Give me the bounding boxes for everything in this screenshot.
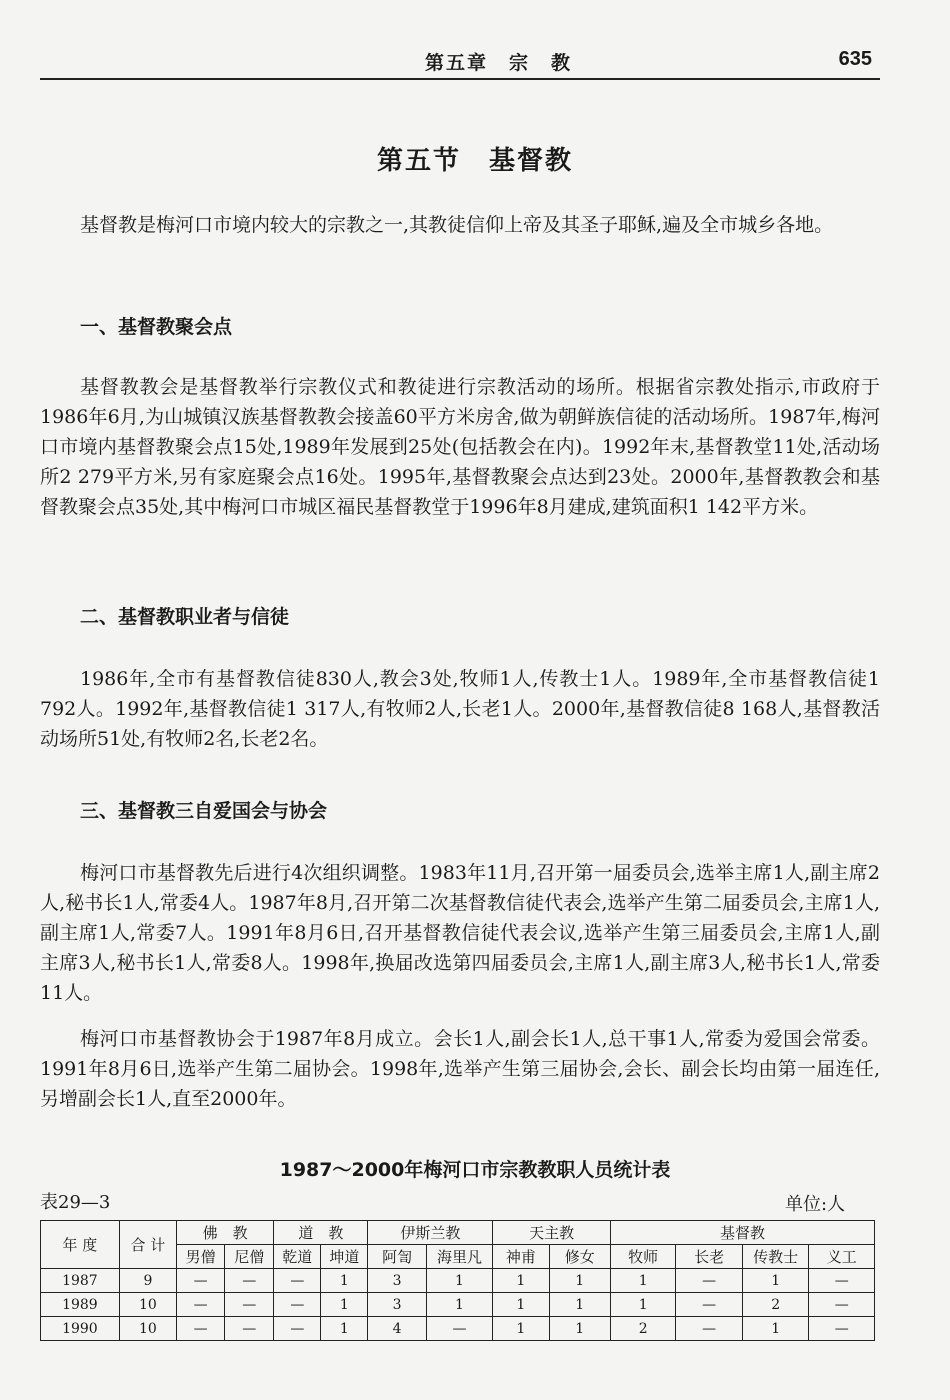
table-cell: — [274,1317,321,1341]
table-cell: 4 [368,1317,426,1341]
table-cell: — [177,1293,225,1317]
section-title: 第五节 基督教 [376,146,573,176]
section-2-paragraph: 1986年,全市有基督教信徒830人,教会3处,牧师1人,传教士1人。1989年,全市基督教信徒1 792人。1992年,基督教信徒1 317人,有牧师2人,长老1人。2000年,基督教信徒8 168人,基督教活动场所51处,有牧师2名,长老2名。 [40,668,880,750]
table-cell: 10 [119,1293,176,1317]
subheader-cell: 男僧 [177,1245,225,1269]
header-group-catholicism: 天主教 [493,1221,611,1245]
running-header [40,42,880,80]
subheader-cell: 传教士 [742,1245,809,1269]
table-cell: — [676,1269,743,1293]
header-total: 合 计 [119,1221,176,1269]
table-cell: 1 [742,1269,809,1293]
table-cell: — [177,1317,225,1341]
section-heading-3: 三、基督教三自爱国会与协会 [80,800,328,822]
table-cell: 1 [742,1317,809,1341]
table-cell: 1989 [41,1293,120,1317]
header-group-buddhism: 佛 教 [177,1221,274,1245]
table-header-row [41,1221,875,1245]
table-cell: 1 [610,1293,675,1317]
table-row [41,1317,875,1341]
table-cell: — [809,1293,875,1317]
section-3-paragraph-2: 梅河口市基督教协会于1987年8月成立。会长1人,副会长1人,总干事1人,常委为爱国会常委。1991年8月6日,选举产生第二届协会。1998年,选举产生第三届协会,会长、副会长均由第一届连任,另增副会长1人,直至2000年。 [40,1028,880,1110]
section-3-paragraph-1: 梅河口市基督教先后进行4次组织调整。1983年11月,召开第一届委员会,选举主席1人,副主席2人,秘书长1人,常委4人。1987年8月,召开第二次基督教信徒代表会,选举产生第二届委员会,主席1人,副主席1人,常委7人。1991年8月6日,召开基督教信徒代表会议,选举产生第三届委员会,主席1人,副主席3人,秘书长1人,常委8人。1998年,换届改选第四届委员会,主席1人,副主席3人,秘书长1人,常委11人。 [40,862,880,1004]
table-cell: 1 [493,1293,549,1317]
table-cell: 2 [610,1317,675,1341]
table-cell: 1 [321,1317,368,1341]
section-heading-1: 一、基督教聚会点 [80,316,233,338]
subheader-cell: 乾道 [274,1245,321,1269]
table-cell: 3 [368,1269,426,1293]
table-cell: — [809,1269,875,1293]
header-group-christianity: 基督教 [610,1221,874,1245]
subheader-cell: 海里凡 [426,1245,493,1269]
table-cell: 1 [549,1293,610,1317]
table-cell: 1 [549,1317,610,1341]
table-cell: 9 [119,1269,176,1293]
subheader-cell: 修女 [549,1245,610,1269]
intro-paragraph: 基督教是梅河口市境内较大的宗教之一,其教徒信仰上帝及其圣子耶稣,遍及全市城乡各地。 [80,214,834,236]
table-row [41,1269,875,1293]
table-cell: — [676,1293,743,1317]
subheader-cell: 神甫 [493,1245,549,1269]
table-cell: — [809,1317,875,1341]
table-cell: 1 [549,1269,610,1293]
table-cell: 1987 [41,1269,120,1293]
subheader-cell: 尼僧 [225,1245,274,1269]
page-number: 635 [838,48,872,70]
table-cell: 1 [493,1317,549,1341]
table-cell: 1 [426,1293,493,1317]
header-group-taoism: 道 教 [274,1221,368,1245]
table-cell: 10 [119,1317,176,1341]
table-cell: 1 [610,1269,675,1293]
table-cell: — [274,1269,321,1293]
table-cell: — [426,1317,493,1341]
table-cell: 1990 [41,1317,120,1341]
subheader-cell: 长老 [676,1245,743,1269]
table-cell: 3 [368,1293,426,1317]
table-cell: — [225,1317,274,1341]
table-cell: 1 [426,1269,493,1293]
section-1-paragraph: 基督教教会是基督教举行宗教仪式和教徒进行宗教活动的场所。根据省宗教处指示,市政府于1986年6月,为山城镇汉族基督教教会接盖60平方米房舍,做为朝鲜族信徒的活动场所。1987年,梅河口市境内基督教聚会点15处,1989年发展到25处(包括教会在内)。1992年末,基督教堂11处,活动场所2 279平方米,另有家庭聚会点16处。1995年,基督教聚会点达到23处。2000年,基督教教会和基督教聚会点35处,其中梅河口市城区福民基督教堂于1996年8月建成,建筑面积1 142平方米。 [40,376,880,518]
table-cell: 1 [321,1269,368,1293]
clergy-statistics-table [40,1220,875,1341]
section-heading-2: 二、基督教职业者与信徒 [80,606,290,628]
table-row [41,1293,875,1317]
table-number: 表29—3 [40,1192,111,1213]
table-cell: — [225,1293,274,1317]
header-year: 年 度 [41,1221,120,1269]
table-cell: 1 [493,1269,549,1293]
subheader-cell: 牧师 [610,1245,675,1269]
table-title: 1987～2000年梅河口市宗教教职人员统计表 [279,1159,671,1181]
table-cell: — [274,1293,321,1317]
header-group-islam: 伊斯兰教 [368,1221,493,1245]
subheader-cell: 义工 [809,1245,875,1269]
chapter-title: 第五章 宗 教 [425,52,573,74]
subheader-cell: 阿訇 [368,1245,426,1269]
table-cell: — [676,1317,743,1341]
table-cell: 2 [742,1293,809,1317]
table-unit: 单位:人 [785,1194,846,1215]
table-cell: 1 [321,1293,368,1317]
subheader-cell: 坤道 [321,1245,368,1269]
table-cell: — [177,1269,225,1293]
table-cell: — [225,1269,274,1293]
